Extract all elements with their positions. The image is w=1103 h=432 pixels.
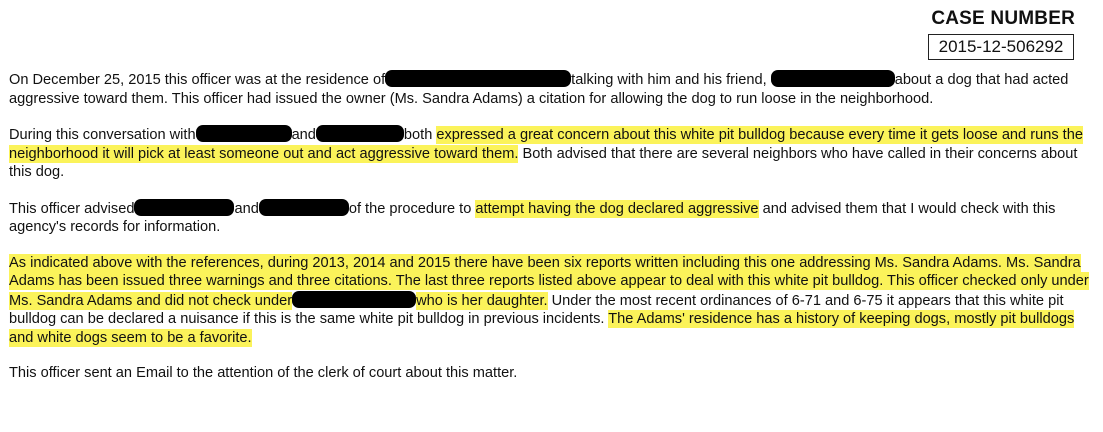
p2-text-b: and: [291, 127, 316, 143]
p3-text-a: This officer advised: [9, 200, 135, 217]
case-number-box: 2015-12-506292: [928, 34, 1074, 60]
redaction-box: [259, 199, 349, 216]
p3-text-c: of the procedure to: [348, 200, 472, 217]
p5-text: This officer sent an Email to the attention of the clerk of court about this matter.: [9, 365, 518, 381]
p3-text-d: and advised them that I would check with this agency's records for information.: [9, 200, 1056, 235]
paragraph-1: [9, 70, 1094, 108]
redaction-box: [292, 291, 416, 308]
redaction-box: [134, 199, 234, 216]
p2-text-c: both: [403, 127, 433, 143]
p3-text-b: and: [234, 200, 259, 217]
p3-highlight: attempt having the dog declared aggressive: [475, 200, 759, 217]
paragraph-3: [9, 199, 1094, 237]
p4-highlight-1: As indicated above with the references, during 2013, 2014 and 2015 there have been six reports written including this one addressing Ms. Sandra Adams. Ms. Sandra Adams has been issued three warnings and three citations. The last three reports listed above appear to deal with this white pit bulldog. This officer checked only under Ms. Sandra Adams and did not check under: [9, 254, 1089, 309]
paragraph-4: [9, 254, 1094, 348]
p2-text-a: During this conversation with: [9, 127, 196, 143]
report-body: [9, 70, 1094, 400]
p1-text-b: talking with him and his friend,: [571, 72, 767, 88]
p1-text-c: about a dog that had acted aggressive toward them. This officer had issued the owner (Ms. Sandra Adams) a citation for allowing the dog to run loose in the neighborhood.: [9, 72, 1069, 107]
case-number-label: CASE NUMBER: [931, 8, 1075, 29]
p2-text-d: Both advised that there are several neighbors who have called in their concerns about this dog.: [9, 145, 1078, 180]
p1-text-a: On December 25, 2015 this officer was at the residence of: [9, 72, 386, 88]
p4-highlight-2: who is her daughter.: [416, 292, 548, 309]
p4-text-mid: Under the most recent ordinances of 6-71 and 6-75 it appears that this white pit bulldog can be declared a nuisance if this is the same white pit bulldog in previous incidents.: [9, 292, 1064, 327]
redaction-box: [196, 125, 292, 142]
redaction-box: [385, 70, 571, 87]
paragraph-2: [9, 125, 1094, 182]
p2-highlight: expressed a great concern about this white pit bulldog because every time it gets loose and runs the neighborhood it will pick at least someone out and act aggressive toward them.: [9, 127, 1083, 162]
redaction-box: [771, 70, 895, 87]
p4-highlight-3: The Adams' residence has a history of keeping dogs, mostly pit bulldogs and white dogs seem to be a favorite.: [9, 311, 1075, 346]
paragraph-5: [9, 364, 1094, 383]
redaction-box: [316, 125, 404, 142]
